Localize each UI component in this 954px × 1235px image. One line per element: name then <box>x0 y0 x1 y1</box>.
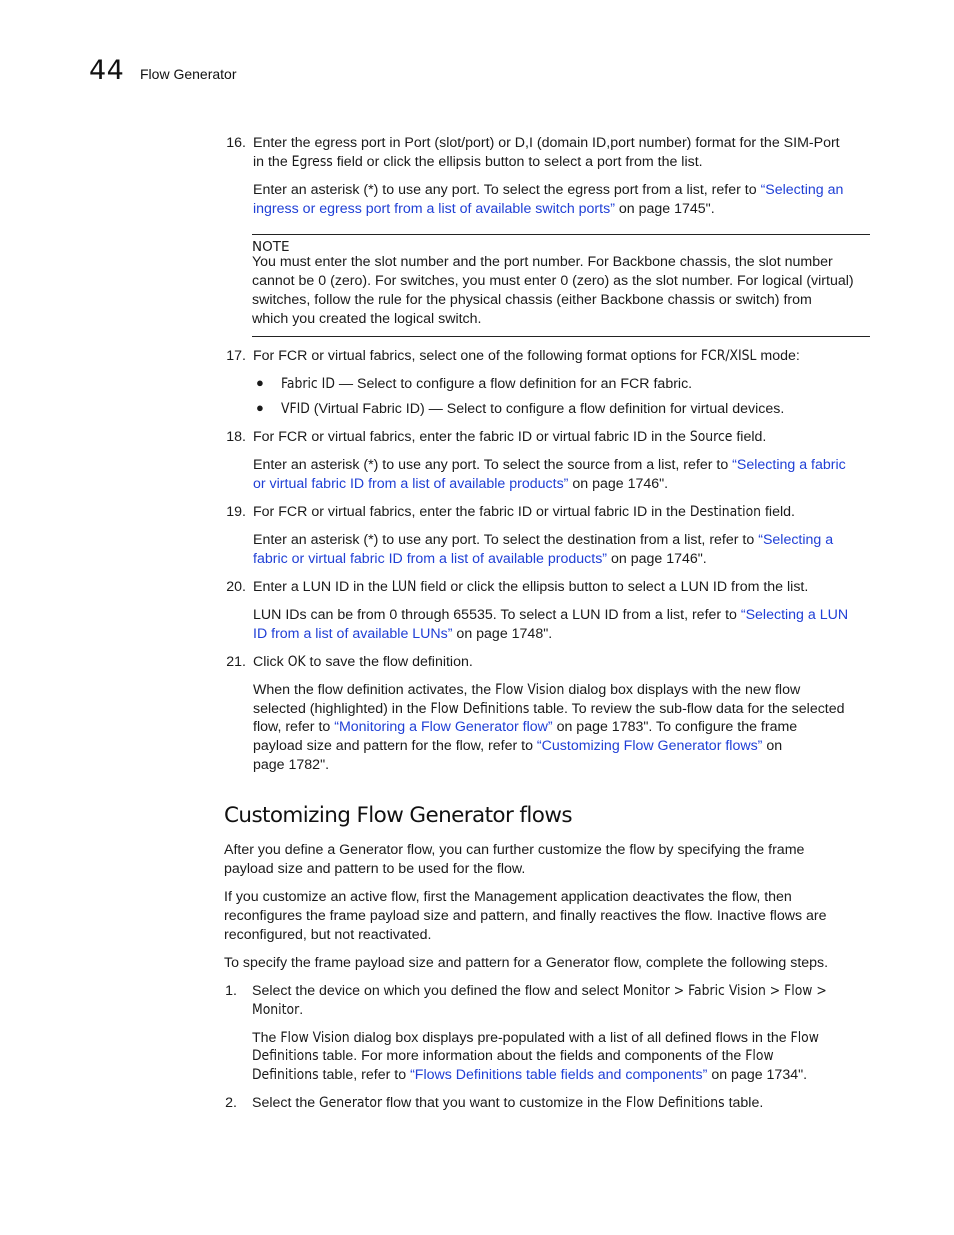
step-text: Monitor. <box>252 1002 304 1018</box>
step-detail: LUN IDs can be from 0 through 65535. To select a LUN ID from a list, refer to “Selecting a LUN <box>253 607 849 623</box>
chapter-title: Flow Generator <box>140 66 237 82</box>
bullet-item: Fabric ID — Select to configure a flow definition for an FCR fabric. <box>281 376 693 392</box>
note-text: You must enter the slot number and the port number. For Backbone chassis, the slot number <box>252 254 833 270</box>
step-detail: page 1782". <box>253 757 330 773</box>
note-label: NOTE <box>252 239 290 255</box>
note-top-rule <box>252 234 870 235</box>
cross-reference-link[interactable]: “Selecting an <box>760 182 844 198</box>
cross-reference-link[interactable]: “Flows Definitions table fields and components” <box>410 1067 708 1083</box>
cross-reference-link[interactable]: “Selecting a fabric <box>732 457 846 473</box>
cross-reference-link[interactable]: “Monitoring a Flow Generator flow” <box>334 719 553 735</box>
cross-reference-link[interactable]: or virtual fabric ID from a list of available products” <box>253 476 569 492</box>
step-text: For FCR or virtual fabrics, enter the fabric ID or virtual fabric ID in the Destination field. <box>253 504 795 520</box>
note-text: which you created the logical switch. <box>252 311 482 327</box>
step-detail: ingress or egress port from a list of available switch ports” on page 1745". <box>253 201 715 217</box>
step-detail: fabric or virtual fabric ID from a list of available products” on page 1746". <box>253 551 707 567</box>
step-detail: Enter an asterisk (*) to use any port. To select the destination from a list, refer to “Selecting a <box>253 532 834 548</box>
step-detail: When the flow definition activates, the Flow Vision dialog box displays with the new flow <box>253 682 801 698</box>
step-number: 16. <box>226 135 246 151</box>
step-detail: Definitions table. For more information about the fields and components of the Flow <box>252 1048 774 1064</box>
step-detail: Enter an asterisk (*) to use any port. To select the source from a list, refer to “Selecting a fabric <box>253 457 846 473</box>
step-detail: Definitions table, refer to “Flows Definitions table fields and components” on page 1734". <box>252 1067 808 1083</box>
step-detail: payload size and pattern for the flow, refer to “Customizing Flow Generator flows” on <box>253 738 783 754</box>
ui-term: Egress <box>291 154 333 170</box>
paragraph: reconfigured, but not reactivated. <box>224 927 432 943</box>
step-detail: Enter an asterisk (*) to use any port. To select the egress port from a list, refer to “Selecting an <box>253 182 844 198</box>
step-detail: selected (highlighted) in the Flow Definitions table. To review the sub-flow data for the selected <box>253 701 845 717</box>
step-detail: ID from a list of available LUNs” on page 1748". <box>253 626 553 642</box>
note-bottom-rule <box>252 336 870 337</box>
step-number: 2. <box>225 1095 237 1111</box>
cross-reference-link[interactable]: “Selecting a LUN <box>740 607 849 623</box>
cross-reference-link[interactable]: fabric or virtual fabric ID from a list of available products” <box>253 551 608 567</box>
step-detail: or virtual fabric ID from a list of available products” on page 1746". <box>253 476 669 492</box>
paragraph: To specify the frame payload size and pattern for a Generator flow, complete the following steps. <box>224 955 829 971</box>
paragraph: payload size and pattern to be used for the flow. <box>224 861 526 877</box>
chapter-number: 44 <box>89 55 125 86</box>
section-heading: Customizing Flow Generator flows <box>224 803 572 828</box>
step-number: 1. <box>225 983 237 999</box>
paragraph: After you define a Generator flow, you can further customize the flow by specifying the frame <box>224 842 805 858</box>
step-text: in the Egress field or click the ellipsis button to select a port from the list. <box>253 154 703 170</box>
cross-reference-link[interactable]: “Selecting a <box>758 532 834 548</box>
step-text: Enter a LUN ID in the LUN field or click the ellipsis button to select a LUN ID from the list. <box>253 579 809 595</box>
step-text: Select the device on which you defined the flow and select Monitor > Fabric Vision > Flow > <box>252 983 827 999</box>
cross-reference-link[interactable]: ID from a list of available LUNs” <box>253 626 453 642</box>
cross-reference-link[interactable]: “Customizing Flow Generator flows” <box>536 738 763 754</box>
bullet-icon: ● <box>256 375 264 390</box>
note-text: switches, follow the rule for the physical chassis (either Backbone chassis or switch) from <box>252 292 812 308</box>
step-number: 20. <box>226 579 246 595</box>
step-number: 17. <box>226 348 246 364</box>
step-number: 21. <box>226 654 246 670</box>
paragraph: If you customize an active flow, first the Management application deactivates the flow, then <box>224 889 792 905</box>
step-text: For FCR or virtual fabrics, enter the fabric ID or virtual fabric ID in the Source field. <box>253 429 767 445</box>
paragraph: reconfigures the frame payload size and pattern, and finally reactives the flow. Inactive flows are <box>224 908 827 924</box>
step-text: For FCR or virtual fabrics, select one of the following format options for FCR/XISL mode: <box>253 348 800 364</box>
step-text: Select the Generator flow that you want to customize in the Flow Definitions table. <box>252 1095 764 1111</box>
bullet-icon: ● <box>256 400 264 415</box>
step-detail: flow, refer to “Monitoring a Flow Generator flow” on page 1783". To configure the frame <box>253 719 798 735</box>
note-text: cannot be 0 (zero). For switches, you must enter 0 (zero) as the slot number. For logical (virtual) <box>252 273 854 289</box>
cross-reference-link[interactable]: ingress or egress port from a list of available switch ports” <box>253 201 615 217</box>
step-text: Click OK to save the flow definition. <box>253 654 473 670</box>
step-text: Enter the egress port in Port (slot/port) or D,I (domain ID,port number) format for the SIM-Port <box>253 135 840 151</box>
step-detail: The Flow Vision dialog box displays pre-populated with a list of all defined flows in the Flow <box>252 1030 819 1046</box>
bullet-item: VFID (Virtual Fabric ID) — Select to configure a flow definition for virtual devices. <box>281 401 785 417</box>
step-number: 18. <box>226 429 246 445</box>
step-number: 19. <box>226 504 246 520</box>
